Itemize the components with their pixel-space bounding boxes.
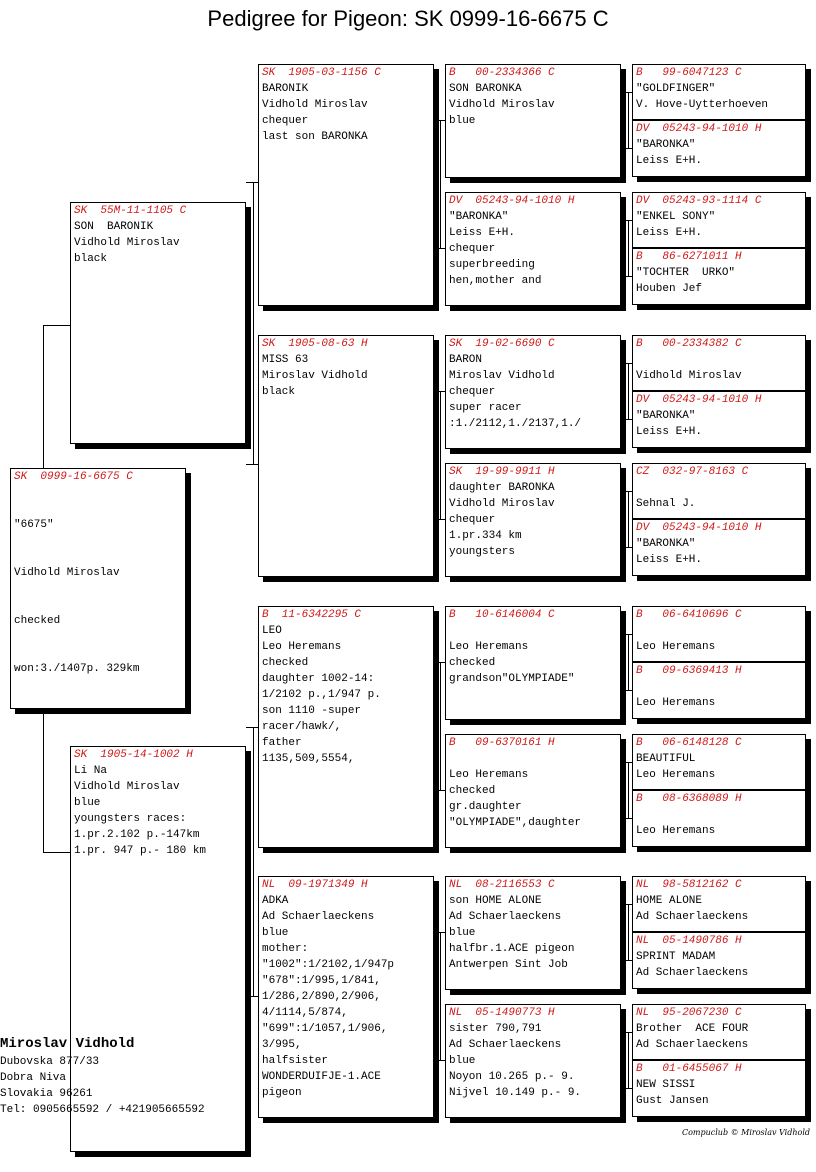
- detail-line: Brother ACE FOUR: [636, 1023, 749, 1035]
- connector-line: [434, 790, 445, 791]
- ring-number: B 00-2334366 C: [449, 67, 555, 79]
- pigeon-card[interactable]: [632, 606, 806, 662]
- pigeon-card[interactable]: [632, 876, 806, 932]
- ring-number: NL 09-1971349 H: [262, 879, 368, 891]
- detail-line: :1./2112,1./2137,1./: [449, 418, 582, 430]
- footer-credit: Compuclub © Miroslav Vidhold: [681, 1128, 810, 1137]
- detail-line: "TOCHTER URKO": [636, 267, 736, 279]
- pigeon-card[interactable]: [632, 391, 806, 448]
- detail-line: pigeon: [262, 1087, 302, 1099]
- connector-line: [434, 120, 445, 121]
- detail-line: 1.pr.334 km: [449, 530, 522, 542]
- detail-line: Leo Heremans: [449, 641, 529, 653]
- detail-line: Miroslav Vidhold: [262, 370, 368, 382]
- detail-line: "BARONKA": [636, 139, 696, 151]
- connector-line: [434, 519, 445, 520]
- ring-number: SK 1905-08-63 H: [262, 338, 368, 350]
- detail-line: gr.daughter: [449, 801, 522, 813]
- detail-line: chequer: [449, 243, 496, 255]
- ring-number: SK 0999-16-6675 C: [14, 471, 133, 483]
- detail-line: "6675": [14, 519, 54, 531]
- detail-line: HOME ALONE: [636, 895, 703, 907]
- detail-line: "699":1/1057,1/906,: [262, 1023, 388, 1035]
- detail-line: superbreeding: [449, 259, 535, 271]
- detail-line: BEAUTIFUL: [636, 753, 696, 765]
- detail-line: halfsister: [262, 1055, 329, 1067]
- pigeon-card[interactable]: [258, 335, 434, 577]
- pigeon-card[interactable]: [445, 463, 621, 577]
- detail-line: checked: [262, 657, 309, 669]
- detail-line: won:3./1407p. 329km: [14, 663, 140, 675]
- pigeon-card[interactable]: [445, 192, 621, 306]
- pigeon-card[interactable]: [632, 662, 806, 719]
- detail-line: Vidhold Miroslav: [74, 781, 180, 793]
- detail-line: [636, 623, 802, 639]
- ring-number: SK 1905-14-1002 H: [74, 749, 193, 761]
- connector-line: [621, 960, 632, 961]
- ring-number: B 06-6148128 C: [636, 737, 742, 749]
- detail-line: 3/995,: [262, 1039, 302, 1051]
- subject-pigeon-card[interactable]: [10, 468, 186, 709]
- ring-number: SK 55M-11-1105 C: [74, 205, 187, 217]
- detail-line: Vidhold Miroslav: [14, 567, 120, 579]
- connector-line: [434, 932, 445, 933]
- detail-line: sister 790,791: [449, 1023, 542, 1035]
- connector-line: [621, 634, 632, 635]
- page-title: Pedigree for Pigeon: SK 0999-16-6675 C: [207, 6, 609, 31]
- detail-line: Leiss E+H.: [636, 155, 703, 167]
- connector-line: [621, 491, 632, 492]
- detail-line: mother:: [262, 943, 309, 955]
- detail-line: blue: [449, 115, 476, 127]
- connector-line: [621, 762, 632, 763]
- connector-line: [628, 363, 629, 419]
- connector-line: [246, 182, 258, 183]
- connector-line: [621, 690, 632, 691]
- ring-number: DV 05243-94-1010 H: [449, 195, 575, 207]
- detail-line: "BARONKA": [636, 538, 696, 550]
- connector-line: [621, 1032, 632, 1033]
- pigeon-card[interactable]: [445, 606, 621, 720]
- detail-line: Vidhold Miroslav: [449, 498, 555, 510]
- detail-line: SON BARONIK: [74, 221, 154, 233]
- pigeon-card[interactable]: [632, 734, 806, 790]
- detail-line: Leiss E+H.: [636, 554, 703, 566]
- ring-number: CZ 032-97-8163 C: [636, 466, 749, 478]
- detail-line: chequer: [449, 386, 496, 398]
- connector-line: [434, 248, 445, 249]
- connector-line: [621, 547, 632, 548]
- ring-number: B 06-6410696 C: [636, 609, 742, 621]
- pigeon-card[interactable]: [632, 1004, 806, 1060]
- pigeon-card[interactable]: [632, 790, 806, 847]
- owner-phone: Tel: 0905665592 / +421905665592: [0, 1104, 205, 1116]
- connector-line: [440, 662, 441, 790]
- connector-line: [621, 419, 632, 420]
- ring-number: SK 19-99-9911 H: [449, 466, 555, 478]
- connector-line: [43, 325, 44, 468]
- pigeon-card[interactable]: [632, 1060, 806, 1117]
- detail-line: Gust Jansen: [636, 1095, 709, 1107]
- ring-number: B 09-6369413 H: [636, 665, 742, 677]
- pigeon-card[interactable]: [445, 734, 621, 848]
- detail-line: blue: [74, 797, 101, 809]
- connector-line: [246, 727, 258, 728]
- ring-number: NL 05-1490786 H: [636, 935, 742, 947]
- detail-line: chequer: [262, 115, 309, 127]
- connector-line: [628, 904, 629, 960]
- ring-number: B 08-6368089 H: [636, 793, 742, 805]
- pigeon-card[interactable]: [632, 519, 806, 576]
- owner-name: Miroslav Vidhold: [0, 1036, 135, 1052]
- ring-number: DV 05243-94-1010 H: [636, 522, 762, 534]
- pigeon-card[interactable]: [445, 64, 621, 178]
- ring-number: B 09-6370161 H: [449, 737, 555, 749]
- pigeon-card[interactable]: [445, 1004, 621, 1118]
- ring-number: B 10-6146004 C: [449, 609, 555, 621]
- detail-line: Leo Heremans: [636, 769, 716, 781]
- detail-line: youngsters: [449, 546, 516, 558]
- detail-line: grandson"OLYMPIADE": [449, 673, 575, 685]
- detail-line: son HOME ALONE: [449, 895, 542, 907]
- pigeon-card[interactable]: [632, 932, 806, 989]
- connector-line: [434, 391, 445, 392]
- detail-line: ADKA: [262, 895, 289, 907]
- connector-line: [621, 904, 632, 905]
- ring-number: B 01-6455067 H: [636, 1063, 742, 1075]
- detail-line: BARON: [449, 354, 483, 366]
- pigeon-card[interactable]: [258, 876, 434, 1118]
- detail-line: [449, 751, 617, 767]
- detail-line: blue: [449, 1055, 476, 1067]
- pigeon-card[interactable]: [632, 248, 806, 305]
- detail-line: 1.pr. 947 p.- 180 km: [74, 845, 207, 857]
- detail-line: daughter 1002-14:: [262, 673, 375, 685]
- ring-number: NL 08-2116553 C: [449, 879, 555, 891]
- detail-line: NEW SISSI: [636, 1079, 696, 1091]
- detail-line: "BARONKA": [636, 410, 696, 422]
- connector-line: [253, 727, 254, 996]
- connector-line: [440, 932, 441, 1060]
- detail-line: "678":1/995,1/841,: [262, 975, 381, 987]
- ring-number: DV 05243-94-1010 H: [636, 394, 762, 406]
- ring-number: B 00-2334382 C: [636, 338, 742, 350]
- detail-line: youngsters races:: [74, 813, 187, 825]
- detail-line: Vidhold Miroslav: [636, 370, 742, 382]
- detail-line: black: [262, 386, 296, 398]
- pigeon-details: [14, 485, 182, 709]
- detail-line: Leo Heremans: [636, 825, 716, 837]
- connector-line: [628, 762, 629, 818]
- owner-address-line: Slovakia 96261: [0, 1088, 93, 1100]
- detail-line: Ad Schaerlaeckens: [449, 1039, 562, 1051]
- ring-number: B 11-6342295 C: [262, 609, 362, 621]
- connector-line: [434, 662, 445, 663]
- detail-line: Vidhold Miroslav: [449, 99, 555, 111]
- detail-line: [636, 807, 802, 823]
- owner-info: [0, 1034, 205, 1118]
- detail-line: LEO: [262, 625, 282, 637]
- ring-number: NL 05-1490773 H: [449, 1007, 555, 1019]
- detail-line: blue: [449, 927, 476, 939]
- ring-number: B 86-6271011 H: [636, 251, 742, 263]
- connector-line: [246, 464, 258, 465]
- owner-address-line: Dubovska 877/33: [0, 1056, 100, 1068]
- detail-line: super racer: [449, 402, 522, 414]
- detail-line: 1135,509,5554,: [262, 753, 355, 765]
- connector-line: [43, 325, 70, 326]
- pigeon-card[interactable]: [445, 335, 621, 449]
- detail-line: "OLYMPIADE",daughter: [449, 817, 582, 829]
- detail-line: halfbr.1.ACE pigeon: [449, 943, 575, 955]
- detail-line: hen,mother and: [449, 275, 542, 287]
- detail-line: racer/hawk/,: [262, 721, 342, 733]
- detail-line: 4/1114,5/874,: [262, 1007, 348, 1019]
- detail-line: daughter BARONKA: [449, 482, 555, 494]
- connector-line: [621, 220, 632, 221]
- detail-line: checked: [449, 785, 496, 797]
- connector-line: [621, 92, 632, 93]
- detail-line: father: [262, 737, 302, 749]
- detail-line: checked: [14, 615, 61, 627]
- connector-line: [621, 276, 632, 277]
- detail-line: Ad Schaerlaeckens: [449, 911, 562, 923]
- detail-line: "1002":1/2102,1/947p: [262, 959, 395, 971]
- connector-line: [43, 709, 44, 852]
- detail-line: [636, 679, 802, 695]
- connector-line: [440, 391, 441, 519]
- detail-line: son 1110 -super: [262, 705, 362, 717]
- connector-line: [253, 182, 254, 464]
- pigeon-card[interactable]: [632, 120, 806, 177]
- detail-line: V. Hove-Uytterhoeven: [636, 99, 769, 111]
- detail-line: Li Na: [74, 765, 108, 777]
- detail-line: Miroslav Vidhold: [449, 370, 555, 382]
- pigeon-card[interactable]: [632, 64, 806, 120]
- detail-line: chequer: [449, 514, 496, 526]
- detail-line: Vidhold Miroslav: [262, 99, 368, 111]
- pigeon-card[interactable]: [258, 606, 434, 848]
- pigeon-card[interactable]: [632, 192, 806, 248]
- connector-line: [440, 120, 441, 248]
- connector-line: [628, 634, 629, 690]
- detail-line: Leo Heremans: [262, 641, 342, 653]
- detail-line: Leo Heremans: [636, 697, 716, 709]
- connector-line: [628, 491, 629, 547]
- detail-line: Ad Schaerlaeckens: [262, 911, 375, 923]
- detail-line: [449, 623, 617, 639]
- detail-line: [636, 352, 802, 368]
- detail-line: SPRINT MADAM: [636, 951, 716, 963]
- connector-line: [246, 996, 258, 997]
- connector-line: [628, 92, 629, 148]
- connector-line: [621, 148, 632, 149]
- pigeon-card[interactable]: [70, 202, 246, 444]
- connector-line: [621, 818, 632, 819]
- detail-line: last son BARONKA: [262, 131, 368, 143]
- detail-line: Ad Schaerlaeckens: [636, 1039, 749, 1051]
- detail-line: Ad Schaerlaeckens: [636, 967, 749, 979]
- detail-line: Leo Heremans: [449, 769, 529, 781]
- detail-line: Vidhold Miroslav: [74, 237, 180, 249]
- connector-line: [434, 1060, 445, 1061]
- detail-line: blue: [262, 927, 289, 939]
- detail-line: "ENKEL SONY": [636, 211, 716, 223]
- pigeon-card[interactable]: [632, 463, 806, 519]
- ring-number: B 99-6047123 C: [636, 67, 742, 79]
- detail-line: MISS 63: [262, 354, 309, 366]
- detail-line: "BARONKA": [449, 211, 509, 223]
- detail-line: Sehnal J.: [636, 498, 696, 510]
- detail-line: Leo Heremans: [636, 641, 716, 653]
- connector-line: [621, 363, 632, 364]
- detail-line: "GOLDFINGER": [636, 83, 716, 95]
- pigeon-card[interactable]: [632, 335, 806, 391]
- ring-number: DV 05243-94-1010 H: [636, 123, 762, 135]
- pigeon-card[interactable]: [258, 64, 434, 306]
- connector-line: [628, 1032, 629, 1088]
- detail-line: Leiss E+H.: [636, 227, 703, 239]
- detail-line: Ad Schaerlaeckens: [636, 911, 749, 923]
- detail-line: Nijvel 10.149 p.- 9.: [449, 1087, 582, 1099]
- detail-line: checked: [449, 657, 496, 669]
- ring-number: SK 1905-03-1156 C: [262, 67, 381, 79]
- detail-line: [636, 480, 802, 496]
- ring-number: NL 98-5812162 C: [636, 879, 742, 891]
- ring-number: NL 95-2067230 C: [636, 1007, 742, 1019]
- detail-line: SON BARONKA: [449, 83, 522, 95]
- connector-line: [43, 852, 70, 853]
- connector-line: [628, 220, 629, 276]
- detail-line: 1.pr.2.102 p.-147km: [74, 829, 200, 841]
- detail-line: black: [74, 253, 108, 265]
- pigeon-card[interactable]: [445, 876, 621, 990]
- detail-line: Houben Jef: [636, 283, 703, 295]
- connector-line: [621, 1088, 632, 1089]
- detail-line: BARONIK: [262, 83, 309, 95]
- detail-line: Antwerpen Sint Job: [449, 959, 568, 971]
- detail-line: WONDERDUIFJE-1.ACE: [262, 1071, 381, 1083]
- detail-line: Leiss E+H.: [449, 227, 516, 239]
- owner-address-line: Dobra Niva: [0, 1072, 67, 1084]
- ring-number: DV 05243-93-1114 C: [636, 195, 762, 207]
- ring-number: SK 19-02-6690 C: [449, 338, 555, 350]
- detail-line: Noyon 10.265 p.- 9.: [449, 1071, 575, 1083]
- detail-line: Leiss E+H.: [636, 426, 703, 438]
- detail-line: 1/286,2/890,2/906,: [262, 991, 381, 1003]
- detail-line: 1/2102 p.,1/947 p.: [262, 689, 381, 701]
